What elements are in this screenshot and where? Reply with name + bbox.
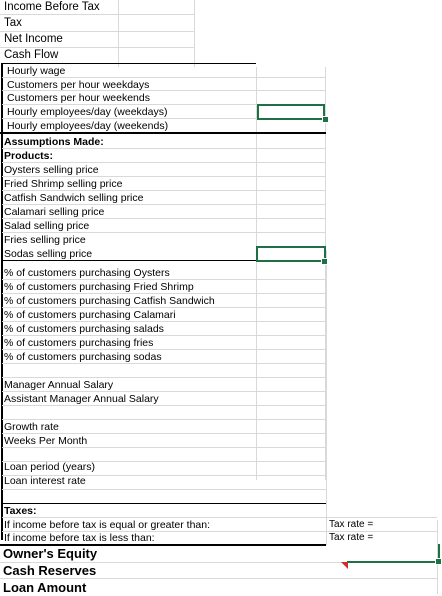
label-customers-weekends: Customers per hour weekends: [7, 92, 150, 104]
row-line: [2, 489, 326, 490]
col-line-b-c: [194, 0, 195, 67]
label-hourly-wage: Hourly wage: [7, 65, 66, 77]
label-owners-equity: Owner's Equity: [3, 546, 98, 561]
label-loan-period: Loan period (years): [4, 461, 96, 473]
label-shrimp-price: Fried Shrimp selling price: [4, 178, 123, 190]
label-pct-calamari: % of customers purchasing Calamari: [4, 309, 176, 321]
label-fries-price: Fries selling price: [4, 234, 86, 246]
border-labor-block: [1, 63, 3, 134]
col-line-right: [326, 250, 327, 545]
label-pct-catfish: % of customers purchasing Catfish Sandwich: [4, 295, 215, 307]
label-tax-rate-2: Tax rate =: [329, 532, 374, 543]
label-customers-weekdays: Customers per hour weekdays: [7, 79, 150, 91]
label-calamari-price: Calamari selling price: [4, 206, 105, 218]
selected-cell-owners-equity[interactable]: [347, 561, 439, 563]
label-assumptions-header: Assumptions Made:: [4, 136, 104, 148]
border-assumptions-block: [1, 134, 3, 540]
fill-handle[interactable]: [322, 116, 329, 123]
label-loan-interest: Loan interest rate: [4, 475, 86, 487]
label-cash-flow: Cash Flow: [4, 49, 59, 61]
label-income-before-tax: Income Before Tax: [4, 1, 100, 13]
fill-handle[interactable]: [321, 258, 328, 265]
label-pct-salads: % of customers purchasing salads: [4, 323, 164, 335]
label-tax-rate-1: Tax rate =: [329, 519, 374, 530]
label-loan-amount: Loan Amount: [3, 580, 87, 595]
col-line-a-b: [118, 0, 119, 67]
label-employees-weekdays: Hourly employees/day (weekdays): [7, 106, 168, 118]
taxes-top-border: [2, 503, 326, 504]
label-salad-price: Salad selling price: [4, 220, 90, 232]
label-growth-rate: Growth rate: [4, 421, 59, 433]
label-manager-salary: Manager Annual Salary: [4, 379, 114, 391]
label-tax-ge: If income before tax is equal or greater than:: [4, 519, 211, 531]
label-catfish-price: Catfish Sandwich selling price: [4, 192, 144, 204]
label-employees-weekends: Hourly employees/day (weekends): [7, 120, 169, 132]
selected-cell-employees-weekdays[interactable]: [257, 104, 325, 120]
label-sodas-price: Sodas selling price: [4, 248, 93, 260]
label-taxes-header: Taxes:: [4, 505, 37, 517]
label-weeks-per-month: Weeks Per Month: [4, 435, 88, 447]
label-cash-reserves: Cash Reserves: [3, 563, 97, 578]
label-tax: Tax: [4, 17, 22, 29]
label-pct-fries: % of customers purchasing fries: [4, 337, 154, 349]
fill-handle[interactable]: [435, 558, 442, 565]
label-net-income: Net Income: [4, 33, 63, 45]
label-pct-sodas: % of customers purchasing sodas: [4, 351, 162, 363]
selected-cell-sodas-price[interactable]: [256, 246, 326, 262]
comment-marker-icon[interactable]: [341, 562, 348, 569]
row-line: [0, 14, 195, 15]
label-oysters-price: Oysters selling price: [4, 164, 99, 176]
label-tax-lt: If income before tax is less than:: [4, 532, 155, 544]
label-pct-oysters: % of customers purchasing Oysters: [4, 267, 170, 279]
label-assistant-salary: Assistant Manager Annual Salary: [4, 393, 159, 405]
label-pct-shrimp: % of customers purchasing Fried Shrimp: [4, 281, 194, 293]
label-products: Products:: [4, 150, 54, 162]
